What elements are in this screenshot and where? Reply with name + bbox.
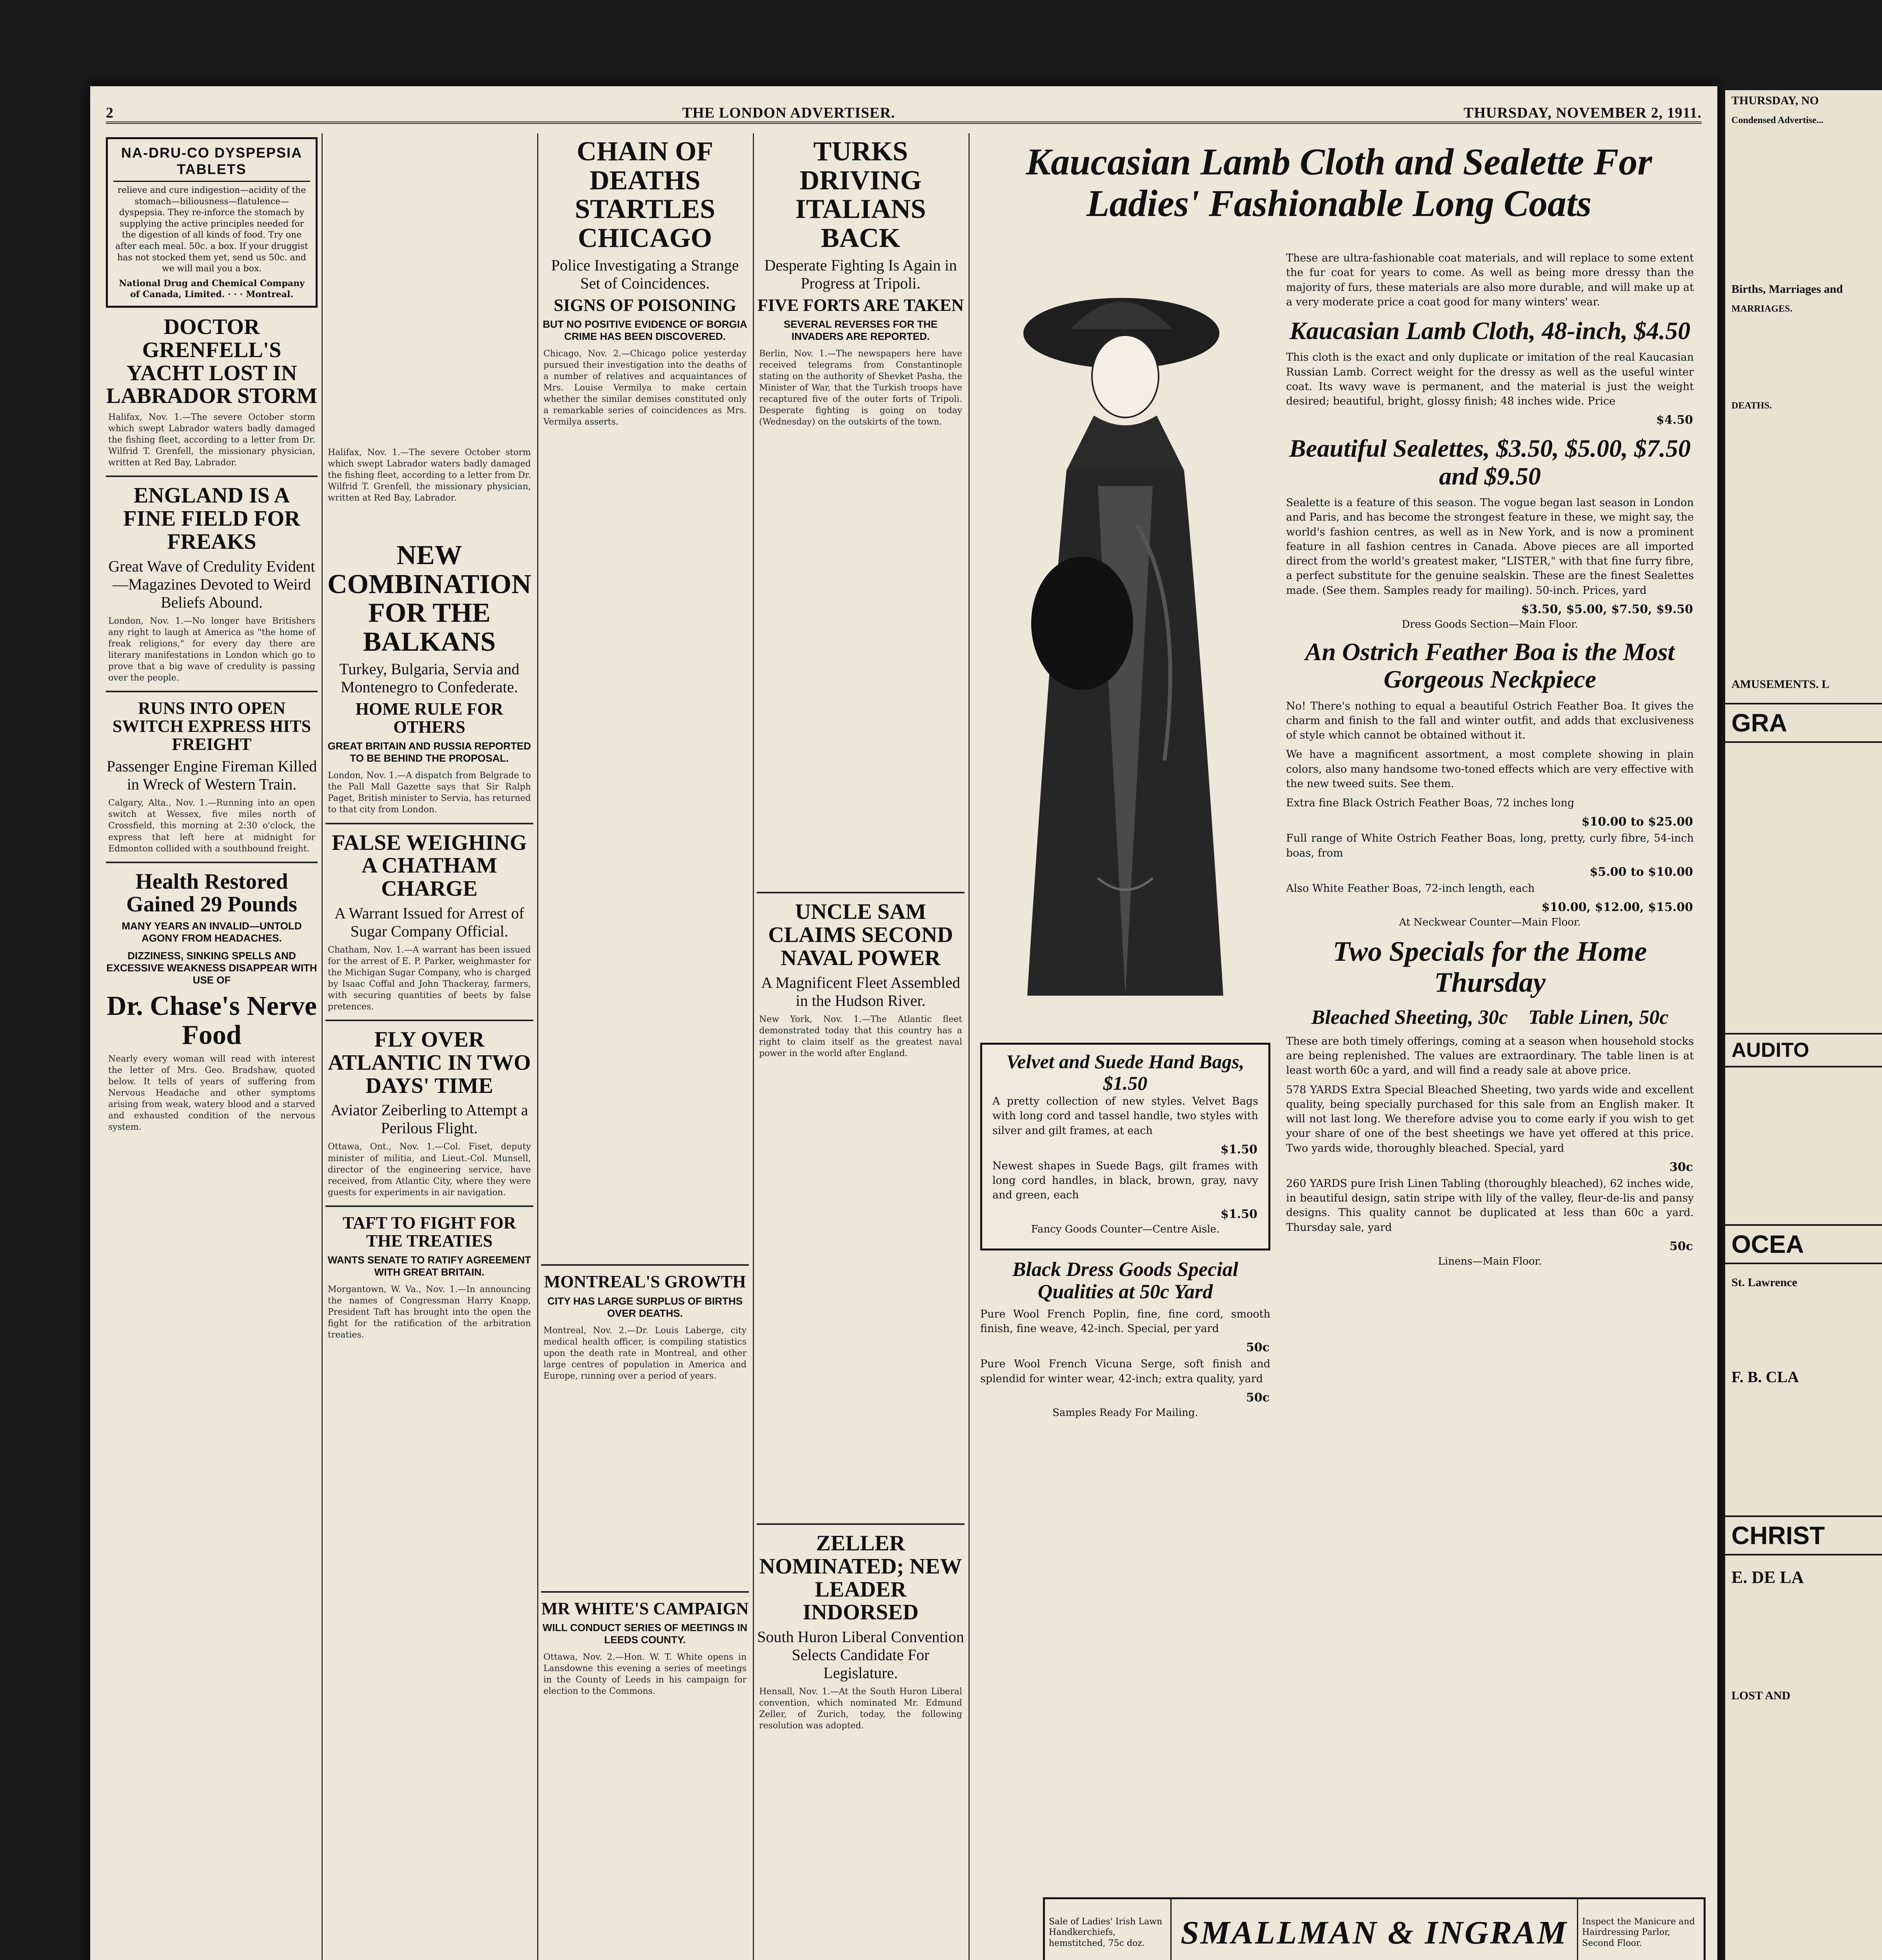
column-2-top [325,447,533,533]
taft-deck: WANTS SENATE TO RATIFY AGREEMENT WITH GREAT BRITAIN. [327,1254,531,1278]
switch-headline: RUNS INTO OPEN SWITCH EXPRESS HITS FREIGHT [112,698,311,754]
health-body: Nearly every woman will read with interest the letter of Mrs. Geo. Bradshaw, quoted below. It tells of years of suffering from Nervous Headache and other symptoms arising from weak, watery blood and a starved and exhausted condition of the nervous system. [108,1054,315,1132]
england-body: London, Nov. 1.—No longer have Britishers any right to laugh at America as "the home of freak religions," for every day there are literary manifestations in London which go to prove that a big wave of credulity is passing over the people. [108,616,315,683]
ad-right-part [1282,251,1698,1274]
lamb-body: This cloth is the exact and only duplicate or imitation of the real Kaucasian Russian Lamb. Correct weight for the dressy as well as the useful winter coat. Its wavy wave is permanent, and the material is just the weight desired; beautiful, bright, glossy finish; 48 inches wide. Price [1286,351,1694,408]
divider [106,862,318,863]
ad-left-part [976,251,1274,1426]
handbags-ad [980,1043,1270,1250]
health-deck-2: DIZZINESS, SINKING SPELLS AND EXCESSIVE WEAKNESS DISAPPEAR WITH USE OF [106,950,317,986]
specials-dept: Linens—Main Floor. [1438,1255,1542,1267]
balkans-body: London, Nov. 1.—A dispatch from Belgrade to the Pall Mall Gazette says that Sir Ralph Paget, British minister to Servia, has returned to that city from London. [328,771,531,815]
column-3 [541,133,749,1960]
lamb-title: Kaucasian Lamb Cloth, 48-inch, $4.50 [1289,317,1691,345]
boa-body: No! There's nothing to equal a beautiful Ostrich Feather Boa. It gives the charm and finish to the fall and winter outfit, and adds that exclusiveness of style which cannot be obtained without it. [1286,700,1694,742]
issue-date: THURSDAY, NOVEMBER 2, 1911. [1464,105,1702,121]
health-deck: MANY YEARS AN INVALID—UNTOLD AGONY FROM HEADACHES. [122,920,302,944]
ad-intro: These are ultra-fashionable coat materials, and will replace to some extent the fur coat for years to come. As well as being more dressy than the majority of furs, these materials are also more durable, and will make up at a very moderate price a coat good for many winters' wear. [1286,252,1694,308]
grenfell-continued: Halifax, Nov. 1.—The severe October storm which swept Labrador waters badly damaged the fishing fleet, according to a letter from Dr. Wilfrid T. Grenfell, the missionary physician, written at Red Bay, Labrador. [328,448,531,503]
health-product: Dr. Chase's Nerve Food [107,991,317,1050]
divider [541,1591,749,1593]
specials-body-2: 578 YARDS Extra Special Bleached Sheeting, two yards wide and excellent quality, being specially purchased for this sale from an English maker. It will not last long. We therefore advise you to come early if you wish to get your share of one of the best sheetings we have yet offered at this price. Two yards wide, thoroughly bleached. Special, yard [1286,1083,1694,1154]
grenfell-headline: DOCTOR GRENFELL'S YACHT LOST IN LABRADOR STORM [106,314,318,408]
adjacent-header: THURSDAY, NO [1731,94,1819,107]
adjacent-clark-space [1725,1390,1882,1508]
adjacent-marriages-space [1725,318,1882,397]
weighing-body: Chatham, Nov. 1.—A warrant has been issued for the arrest of E. P. Parker, weighmaster for the Michigan Sugar Company, who is charged by Isaac Coffal and John Thackeray, farmers, with securing quantities of beets by false pretences. [328,945,531,1012]
boa-price-2: $5.00 to $10.00 [1590,865,1693,879]
balkans-headline: NEW COMBINATION FOR THE BALKANS [327,540,531,657]
sealette-title: Beautiful Sealettes, $3.50, $5.00, $7.50 and $9.50 [1289,434,1691,490]
black-goods-title: Black Dress Goods Special Qualities at 50c Yard [1012,1258,1239,1303]
adjacent-grand: GRA [1725,703,1882,743]
adjacent-dela-space [1725,1591,1882,1685]
boa-price-2-label: Full range of White Ostrich Feather Boas, long, pretty, curly fibre, 54-inch boas, from [1286,832,1694,859]
lamb-price: $4.50 [1656,413,1693,427]
adjacent-classified-space [1725,130,1882,279]
adjacent-marriages: MARRIAGES. [1731,304,1793,314]
balkans-deck: GREAT BRITAIN AND RUSSIA REPORTED TO BE BEHIND THE PROPOSAL. [327,740,531,764]
column-rule [753,133,754,1960]
chicago-subhead-2: SIGNS OF POISONING [554,296,736,315]
black-goods-price: 50c [1246,1341,1270,1355]
adjacent-classified: Condensed Advertise... [1731,115,1824,125]
adjacent-st-lawrence: St. Lawrence [1731,1276,1797,1289]
sealette-dept: Dress Goods Section—Main Floor. [1402,618,1578,630]
zeller-body: Hensall, Nov. 1.—At the South Huron Liberal convention, which nominated Mr. Edmund Zeller, of Zurich, today, the following resolution was adopted. [759,1687,962,1731]
chicago-deck: BUT NO POSITIVE EVIDENCE OF BORGIA CRIME HAS BEEN DISCOVERED. [543,318,747,343]
switch-body: Calgary, Alta., Nov. 1.—Running into an open switch at Wessex, five miles north of Crossfield, this morning at 2:30 o'clock, the express that left here at midnight for Edmonton collided with a southbound freight. [108,798,315,854]
handbags-dept: Fancy Goods Counter—Centre Aisle. [1031,1223,1220,1235]
black-goods-body-2: Pure Wool French Vicuna Serge, soft finish and splendid for winter wear, 42-inch; extra quality, yard [980,1358,1270,1385]
column-2 [325,537,533,1960]
adjacent-clark: F. B. CLA [1731,1368,1799,1386]
adjacent-dela: E. DE LA [1731,1568,1804,1587]
divider [325,1205,533,1207]
weighing-headline: FALSE WEIGHING A CHATHAM CHARGE [332,830,527,901]
chicago-subhead: Police Investigating a Strange Set of Coincidences. [551,256,739,292]
logo-right-note: Inspect the Manicure and Hairdressing Parlor, Second Floor. [1582,1916,1695,1948]
boa-price-3-label: Also White Feather Boas, 72-inch length, each [1286,882,1535,895]
taft-headline: TAFT TO FIGHT FOR THE TREATIES [342,1213,516,1250]
sealette-prices: $3.50, $5.00, $7.50, $9.50 [1521,602,1693,616]
nadru-ad-footer: National Drug and Chemical Company of Canada, Limited. · · · Montreal. [119,278,305,300]
adjacent-christ: CHRIST [1725,1515,1882,1555]
specials-title: Two Specials for the Home Thursday [1333,936,1647,998]
smallman-ingram-logo: SMALLMAN & INGRAM [1170,1899,1578,1960]
divider [106,475,318,477]
column-rule [537,133,538,1960]
atlantic-subhead: Aviator Zeiberling to Attempt a Perilous Flight. [331,1101,528,1137]
handbags-body: A pretty collection of new styles. Velvet Bags with long cord and tassel handle, two styles with silver and gilt frames, at each [992,1095,1258,1137]
adjacent-page [1725,90,1882,1960]
adjacent-births: Births, Marriages and [1731,283,1843,296]
specials-price-2: 50c [1669,1239,1693,1253]
divider [541,1264,749,1266]
column-rule [322,133,323,1960]
masthead [106,94,1702,124]
adjacent-deaths-space [1725,415,1882,674]
taft-body: Morgantown, W. Va., Nov. 1.—In announcing the names of Congressman Harry Knapp, President Taft has brought into the open the fight for the ratification of the arbitration treaties. [328,1285,531,1340]
switch-subhead: Passenger Engine Fireman Killed in Wreck of Western Train. [106,757,317,793]
adjacent-auditorium-space [1725,1075,1882,1216]
black-goods-samples: Samples Ready For Mailing. [1052,1406,1198,1419]
black-goods-body: Pure Wool French Poplin, fine, fine cord, smooth finish, fine weave, 42-inch. Special, per yard [980,1308,1270,1335]
zeller-headline: ZELLER NOMINATED; NEW LEADER INDORSED [759,1531,962,1625]
smallman-ingram-logo-bar [1043,1897,1706,1960]
handbags-title: Velvet and Suede Hand Bags, $1.50 [1006,1051,1244,1094]
atlantic-headline: FLY OVER ATLANTIC IN TWO DAYS' TIME [328,1027,531,1098]
balkans-subhead: Turkey, Bulgaria, Servia and Montenegro to Confederate. [339,660,520,696]
adjacent-deaths: DEATHS. [1731,401,1772,411]
boa-title: An Ostrich Feather Boa is the Most Gorgeous Neckpiece [1305,637,1675,693]
navy-subhead: A Magnificent Fleet Assembled in the Hudson River. [761,973,960,1009]
white-deck: WILL CONDUCT SERIES OF MEETINGS IN LEEDS COUNTY. [542,1621,748,1646]
boa-price-3: $10.00, $12.00, $15.00 [1541,900,1693,915]
nadru-ad [106,137,318,308]
montreal-body-space [541,1388,749,1584]
montreal-deck: CITY HAS LARGE SURPLUS OF BIRTHS OVER DEATHS. [547,1295,743,1319]
adjacent-lost: LOST AND [1731,1689,1791,1702]
paper-name: THE LONDON ADVERTISER. [682,105,896,121]
ad-main-title: Kaucasian Lamb Cloth and Sealette For Ladies' Fashionable Long Coats [1026,141,1652,224]
divider [325,823,533,824]
turks-headline: TURKS DRIVING ITALIANS BACK [795,136,926,253]
nadru-ad-body: relieve and cure indigestion—acidity of the stomach—biliousness—flatulence—dyspepsia. They re-inforce the stomach by supplying the active principles needed for the digestion of all kinds of food. Try one after each meal. 50c. a box. If your druggist has not stocked them yet, send us 50c. and we will mail you a box. [115,185,308,274]
white-headline: MR WHITE'S CAMPAIGN [541,1599,749,1618]
turks-subhead-2: FIVE FORTS ARE TAKEN [757,296,964,315]
adjacent-ocean: OCEA [1725,1224,1882,1264]
boa-dept: At Neckwear Counter—Main Floor. [1399,916,1581,929]
divider [106,691,318,692]
specials-body-3: 260 YARDS pure Irish Linen Tabling (thoroughly bleached), 62 inches wide, in beautiful design, satin stripe with lily of the valley, fleur-de-lis and pansy designs. This quality cannot be duplicated at less than 60c a yard. Thursday sale, yard [1286,1177,1694,1234]
navy-body: New York, Nov. 1.—The Atlantic fleet demonstrated today that this country has a right to claim itself as the greatest naval power in the world after England. [759,1014,962,1058]
handbags-body-2: Newest shapes in Suede Bags, gilt frames with long cord handles, in black, brown, gray, navy and green, each [992,1160,1258,1201]
navy-body-space [757,1065,965,1516]
handbags-price-2: $1.50 [1221,1207,1257,1221]
boa-body-2: We have a magnificent assortment, a most complete showing in plain colors, also many handsome two-toned effects which are very effective with the new tweed suits. See them. [1286,748,1694,790]
adjacent-st-lawrence-space [1725,1293,1882,1364]
logo-left-note: Sale of Ladies' Irish Lawn Handkerchiefs, hemstitched, 75c doz. [1049,1916,1163,1948]
column-1 [106,133,318,1960]
montreal-body: Montreal, Nov. 2.—Dr. Louis Laberge, city medical health officer, is compiling statistics upon the death rate in Montreal, and other large centres of population in America and Europe, running over a period of years. [543,1325,747,1381]
specials-price-1: 30c [1669,1160,1693,1174]
turks-body: Berlin, Nov. 1.—The newspapers here have received telegrams from Constantinople stating on the authority of Shevket Pasha, the Minister of War, that the Turkish troops have recaptured five of the outer forts of Tripoli. Desperate fighting is going on today (Wednesday) on the outskirts of the town. [759,349,962,427]
atlantic-body: Ottawa, Ont., Nov. 1.—Col. Fiset, deputy minister of militia, and Lieut.-Col. Munsell, director of the engineering service, have received, from Atlantic City, where they were guests for experiments in air navigation. [328,1142,531,1198]
adjacent-auditorium: AUDITO [1725,1033,1882,1067]
boa-price-1-label: Extra fine Black Ostrich Feather Boas, 72 inches long [1286,797,1575,809]
navy-headline: UNCLE SAM CLAIMS SECOND NAVAL POWER [768,900,953,970]
england-subhead: Great Wave of Credulity Evident—Magazines Devoted to Weird Beliefs Abound. [108,557,315,611]
divider [757,892,965,893]
turks-body-space [757,434,965,885]
england-headline: ENGLAND IS A FINE FIELD FOR FREAKS [123,483,300,554]
handbags-price: $1.50 [1221,1142,1257,1156]
store-advertisement [976,133,1702,1960]
specials-subtitle: Bleached Sheeting, 30c Table Linen, 50c [1311,1006,1669,1029]
weighing-subhead: A Warrant Issued for Arrest of Sugar Company Official. [334,904,524,940]
white-body: Ottawa, Nov. 2.—Hon. W. T. White opens in Lansdowne this evening a series of meetings in the County of Leeds in his campaign for election to the Commons. [543,1652,747,1697]
chicago-body-space [541,434,749,1257]
chicago-body: Chicago, Nov. 2.—Chicago police yesterday pursued their investigation into the deaths of a number of relatives and acquaintances of Mrs. Louise Vermilya to make certain whether the similar demises constituted only a remarkable series of coincidences as Mrs. Vermilya asserts. [543,349,747,427]
turks-subhead: Desperate Fighting Is Again in Progress at Tripoli. [764,256,957,292]
page-number: 2 [106,105,114,121]
balkans-subhead-2: HOME RULE FOR OTHERS [355,699,503,737]
column-4 [757,133,965,1960]
turks-deck: SEVERAL REVERSES FOR THE INVADERS ARE REPORTED. [783,318,938,343]
black-goods-price-2: 50c [1246,1390,1270,1405]
lady-in-coat-illustration [980,251,1270,1035]
lady-illustration-icon [980,251,1270,1035]
chicago-headline: CHAIN OF DEATHS STARTLES CHICAGO [574,136,716,253]
adjacent-amusements: AMUSEMENTS. L [1731,678,1830,691]
specials-body: These are both timely offerings, coming at a season when household stocks are being replenished. The values are extraordinary. The table linen is at least worth 60c a yard, and will find a ready sale at above price. [1286,1035,1694,1077]
sealette-body: Sealette is a feature of this season. The vogue began last season in London and Paris, and has become the strongest feature in these, we might say, the world's fashion centres, as well as in New York, and is now a prominent feature in all fashion centres in Canada. Above pieces are all imported direct from the world's greatest maker, "LISTER," with that fine furry fibre, a perfect substitute for the genuine sealskin. These are the finest Sealettes made. (See them. Samples ready for mailing). 50-inch. Prices, yard [1286,497,1694,597]
newspaper-page [90,86,1717,1960]
health-headline: Health Restored Gained 29 Pounds [126,869,297,917]
adjacent-grand-space [1725,751,1882,1025]
boa-price-1: $10.00 to $25.00 [1581,815,1693,829]
divider [325,1020,533,1021]
column-rule [968,133,970,1960]
grenfell-body: Halifax, Nov. 1.—The severe October storm which swept Labrador waters badly damaged the fishing fleet, according to a letter from Dr. Wilfrid T. Grenfell, the missionary physician, written at Red Bay, Labrador. [108,412,315,468]
montreal-headline: MONTREAL'S GROWTH [544,1272,746,1292]
zeller-subhead: South Huron Liberal Convention Selects Candidate For Legislature. [757,1628,964,1682]
divider [757,1523,965,1525]
nadru-ad-title: NA-DRU-CO DYSPEPSIA TABLETS [113,145,310,182]
